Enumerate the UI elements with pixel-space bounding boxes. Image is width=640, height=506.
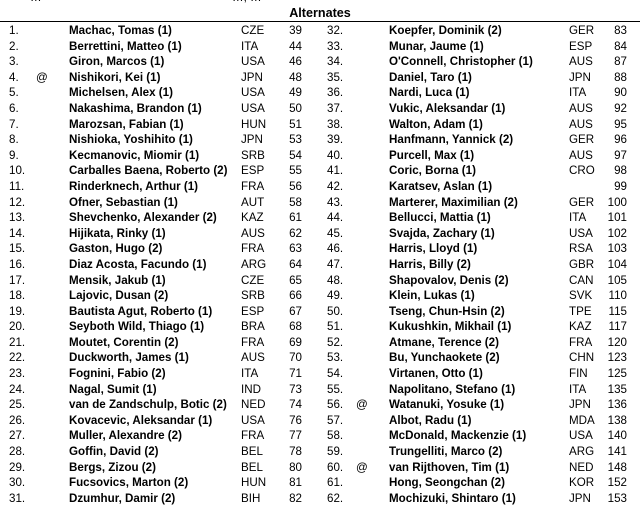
points-left: 48 (289, 70, 302, 84)
player-name-left: Ofner, Sebastian (1) (69, 195, 178, 209)
player-name-left: Seyboth Wild, Thiago (1) (69, 320, 205, 334)
table-row (0, 132, 640, 148)
points-right: 120 (607, 335, 627, 349)
points-left: 61 (289, 211, 302, 225)
nation-left: AUT (241, 195, 265, 209)
player-name-left: Rinderknech, Arthur (1) (69, 179, 199, 193)
points-left: 66 (289, 289, 302, 303)
player-name-right: Virtanen, Otto (1) (389, 367, 483, 381)
table-row (0, 241, 640, 257)
points-left: 54 (289, 148, 302, 162)
player-name-left: Kecmanovic, Miomir (1) (69, 148, 200, 162)
points-right: 140 (607, 429, 627, 443)
player-name-right: Hong, Seongchan (2) (389, 476, 505, 490)
points-right: 115 (608, 304, 627, 318)
player-name-left: Fognini, Fabio (2) (69, 367, 166, 381)
table-row (0, 39, 640, 55)
rank-left: 3. (9, 55, 19, 69)
rank-right: 46. (327, 242, 344, 256)
nation-left: ESP (241, 304, 265, 318)
nation-right: MDA (569, 413, 595, 427)
table-row (0, 148, 640, 164)
player-name-left: Dzumhur, Damir (2) (69, 491, 176, 505)
rank-right: 43. (327, 195, 344, 209)
title-divider (0, 21, 640, 22)
rank-left: 18. (9, 289, 26, 303)
player-name-left: Duckworth, James (1) (69, 351, 189, 365)
points-right: 101 (607, 211, 627, 225)
player-name-right: O'Connell, Christopher (1) (389, 55, 533, 69)
nation-right: JPN (569, 491, 591, 505)
rank-right: 44. (327, 211, 344, 225)
table-row (0, 335, 640, 351)
alternates-list (0, 23, 640, 506)
nation-right: CRO (569, 164, 595, 178)
player-name-right: Klein, Lukas (1) (389, 289, 475, 303)
points-left: 50 (289, 101, 302, 115)
nation-right: TPE (569, 304, 592, 318)
points-left: 53 (289, 133, 302, 147)
nation-left: BEL (241, 460, 263, 474)
points-left: 55 (289, 164, 302, 178)
points-right: 152 (607, 476, 627, 490)
rank-right: 51. (327, 320, 344, 334)
player-name-left: Nishikori, Kei (1) (69, 70, 161, 84)
player-name-right: Coric, Borna (1) (389, 164, 476, 178)
rank-left: 31. (9, 491, 26, 505)
points-left: 76 (289, 413, 302, 427)
points-left: 77 (289, 429, 302, 443)
points-left: 81 (289, 476, 302, 490)
table-row (0, 195, 640, 211)
rank-left: 19. (9, 304, 26, 318)
player-name-left: Carballes Baena, Roberto (2) (69, 164, 228, 178)
table-row (0, 117, 640, 133)
points-right: 136 (607, 398, 627, 412)
rank-right: 56. (327, 398, 344, 412)
rank-left: 24. (9, 382, 26, 396)
points-left: 39 (289, 24, 302, 37)
nation-left: HUN (241, 476, 267, 490)
player-name-right: Mochizuki, Shintaro (1) (389, 491, 516, 505)
table-row (0, 288, 640, 304)
table-row (0, 475, 640, 491)
rank-right: 60. (327, 460, 344, 474)
player-name-right: Karatsev, Aslan (1) (389, 179, 493, 193)
points-right: 135 (607, 382, 627, 396)
player-name-left: Nagal, Sumit (1) (69, 382, 157, 396)
points-right: 117 (608, 320, 627, 334)
nation-left: ARG (241, 257, 267, 271)
nation-left: CZE (241, 24, 265, 37)
rank-right: 50. (327, 304, 344, 318)
nation-left: AUS (241, 226, 265, 240)
rank-left: 23. (9, 367, 26, 381)
player-name-left: Lajovic, Dusan (2) (69, 289, 169, 303)
player-name-right: Bellucci, Mattia (1) (389, 211, 491, 225)
player-name-right: Daniel, Taro (1) (389, 70, 472, 84)
points-right: 87 (614, 55, 627, 69)
points-left: 70 (289, 351, 302, 365)
rank-right: 61. (327, 476, 344, 490)
points-right: 153 (607, 491, 627, 505)
points-left: 80 (289, 460, 302, 474)
nation-left: HUN (241, 117, 267, 131)
rank-right: 47. (327, 257, 344, 271)
table-row (0, 491, 640, 506)
rank-right: 32. (327, 24, 344, 37)
points-right: 97 (614, 148, 627, 162)
rank-right: 48. (327, 273, 344, 287)
points-left: 63 (289, 242, 302, 256)
rank-right: 38. (327, 117, 344, 131)
nation-right: CAN (569, 273, 594, 287)
rank-left: 12. (9, 195, 26, 209)
nation-left: NED (241, 398, 266, 412)
table-row (0, 304, 640, 320)
rank-right: 59. (327, 445, 344, 459)
points-right: 95 (614, 117, 627, 131)
points-left: 74 (289, 398, 302, 412)
table-row (0, 101, 640, 117)
rank-right: 36. (327, 86, 344, 100)
flag-right: @ (356, 460, 368, 474)
rank-right: 37. (327, 101, 344, 115)
player-name-left: Fucsovics, Marton (2) (69, 476, 189, 490)
points-left: 58 (289, 195, 302, 209)
rank-right: 62. (327, 491, 344, 505)
table-row (0, 54, 640, 70)
player-name-left: Bautista Agut, Roberto (1) (69, 304, 213, 318)
player-name-left: Gaston, Hugo (2) (69, 242, 163, 256)
points-left: 46 (289, 55, 302, 69)
nation-left: USA (241, 101, 265, 115)
nation-right: ARG (569, 445, 595, 459)
points-right: 125 (607, 367, 627, 381)
points-left: 56 (289, 179, 302, 193)
cropped-header-fragment (0, 0, 640, 4)
table-row (0, 428, 640, 444)
points-right: 96 (614, 133, 627, 147)
points-left: 68 (289, 320, 302, 334)
nation-left: ESP (241, 164, 265, 178)
table-row (0, 273, 640, 289)
nation-left: SRB (241, 289, 265, 303)
nation-right: JPN (569, 398, 591, 412)
player-name-right: Nardi, Luca (1) (389, 86, 470, 100)
nation-left: CZE (241, 273, 265, 287)
nation-left: FRA (241, 335, 265, 349)
points-right: 138 (607, 413, 627, 427)
nation-right: GER (569, 24, 595, 37)
player-name-right: van Rijthoven, Tim (1) (389, 460, 510, 474)
rank-right: 33. (327, 39, 344, 53)
player-name-left: Marozsan, Fabian (1) (69, 117, 184, 131)
nation-left: JPN (241, 70, 263, 84)
player-name-left: Muller, Alexandre (2) (69, 429, 182, 443)
player-name-right: Koepfer, Dominik (2) (389, 24, 502, 37)
rank-right: 58. (327, 429, 344, 443)
points-left: 67 (289, 304, 302, 318)
points-left: 49 (289, 86, 302, 100)
rank-right: 35. (327, 70, 344, 84)
points-right: 110 (608, 289, 627, 303)
player-name-right: Walton, Adam (1) (389, 117, 483, 131)
table-row (0, 163, 640, 179)
points-right: 102 (607, 226, 627, 240)
rank-left: 9. (9, 148, 19, 162)
rank-left: 8. (9, 133, 19, 147)
player-name-left: Diaz Acosta, Facundo (1) (69, 257, 207, 271)
rank-left: 22. (9, 351, 26, 365)
rank-left: 5. (9, 86, 19, 100)
player-name-left: Kovacevic, Aleksandar (1) (69, 413, 213, 427)
rank-left: 13. (9, 211, 26, 225)
player-name-right: Tseng, Chun-Hsin (2) (389, 304, 505, 318)
rank-right: 53. (327, 351, 344, 365)
player-name-right: Marterer, Maximilian (2) (389, 195, 518, 209)
player-name-right: McDonald, Mackenzie (1) (389, 429, 527, 443)
table-row (0, 70, 640, 86)
points-right: 100 (607, 195, 627, 209)
rank-right: 57. (327, 413, 344, 427)
nation-right: AUS (569, 55, 593, 69)
nation-right: ITA (569, 211, 587, 225)
player-name-right: Svajda, Zachary (1) (389, 226, 495, 240)
player-name-right: Watanuki, Yosuke (1) (389, 398, 505, 412)
nation-right: NED (569, 460, 594, 474)
points-right: 123 (607, 351, 627, 365)
player-name-right: Hanfmann, Yannick (2) (389, 133, 514, 147)
nation-right: CHN (569, 351, 595, 365)
nation-right: USA (569, 226, 593, 240)
table-row (0, 85, 640, 101)
points-right: 148 (607, 460, 627, 474)
nation-right: FRA (569, 335, 593, 349)
nation-left: USA (241, 55, 265, 69)
player-name-left: Moutet, Corentin (2) (69, 335, 179, 349)
rank-right: 55. (327, 382, 344, 396)
player-name-left: Nishioka, Yoshihito (1) (69, 133, 193, 147)
nation-left: KAZ (241, 211, 264, 225)
nation-right: KAZ (569, 320, 592, 334)
rank-right: 39. (327, 133, 344, 147)
nation-left: SRB (241, 148, 265, 162)
player-name-left: van de Zandschulp, Botic (2) (69, 398, 227, 412)
table-row (0, 257, 640, 273)
nation-left: IND (241, 382, 261, 396)
player-name-right: Trungelliti, Marco (2) (389, 445, 503, 459)
rank-right: 45. (327, 226, 344, 240)
table-row (0, 444, 640, 460)
table-row (0, 460, 640, 476)
rank-left: 7. (9, 117, 19, 131)
table-row (0, 179, 640, 195)
nation-right: AUS (569, 148, 593, 162)
table-row (0, 382, 640, 398)
nation-right: ITA (569, 382, 587, 396)
table-row (0, 23, 640, 39)
nation-left: FRA (241, 179, 265, 193)
nation-right: FIN (569, 367, 588, 381)
rank-left: 6. (9, 101, 19, 115)
points-right: 98 (614, 164, 627, 178)
nation-right: JPN (569, 70, 591, 84)
player-name-right: Shapovalov, Denis (2) (389, 273, 509, 287)
points-right: 92 (614, 101, 627, 115)
points-left: 73 (289, 382, 302, 396)
rank-left: 16. (9, 257, 26, 271)
player-name-left: Hijikata, Rinky (1) (69, 226, 166, 240)
rank-right: 52. (327, 335, 344, 349)
nation-left: BEL (241, 445, 263, 459)
player-name-right: Munar, Jaume (1) (389, 39, 484, 53)
nation-right: GER (569, 133, 595, 147)
rank-left: 10. (9, 164, 26, 178)
player-name-left: Nakashima, Brandon (1) (69, 101, 202, 115)
rank-left: 25. (9, 398, 26, 412)
nation-right: ITA (569, 86, 587, 100)
rank-left: 20. (9, 320, 26, 334)
rank-left: 4. (9, 70, 19, 84)
points-right: 83 (614, 24, 627, 37)
nation-right: GBR (569, 257, 595, 271)
rank-left: 26. (9, 413, 26, 427)
player-name-left: Goffin, David (2) (69, 445, 159, 459)
table-row (0, 319, 640, 335)
header-fragment-left (30, 0, 42, 4)
points-right: 104 (607, 257, 627, 271)
points-left: 64 (289, 257, 302, 271)
rank-left: 14. (9, 226, 26, 240)
header-fragment-right (232, 0, 262, 4)
rank-left: 11. (9, 179, 25, 193)
player-name-right: Albot, Radu (1) (389, 413, 472, 427)
points-right: 141 (607, 445, 627, 459)
points-left: 65 (289, 273, 302, 287)
nation-left: ITA (241, 367, 259, 381)
points-right: 90 (614, 86, 627, 100)
points-right: 84 (614, 39, 627, 53)
points-left: 82 (289, 491, 302, 505)
rank-left: 2. (9, 39, 19, 53)
nation-left: BRA (241, 320, 265, 334)
nation-left: USA (241, 413, 265, 427)
rank-left: 29. (9, 460, 26, 474)
player-name-left: Machac, Tomas (1) (69, 24, 172, 37)
nation-left: FRA (241, 242, 265, 256)
table-row (0, 366, 640, 382)
player-name-left: Michelsen, Alex (1) (69, 86, 173, 100)
player-name-left: Giron, Marcos (1) (69, 55, 165, 69)
table-row (0, 226, 640, 242)
player-name-left: Mensik, Jakub (1) (69, 273, 166, 287)
rank-right: 41. (327, 164, 344, 178)
points-right: 103 (607, 242, 627, 256)
nation-left: ITA (241, 39, 259, 53)
table-row (0, 350, 640, 366)
rank-left: 21. (9, 335, 26, 349)
points-left: 78 (289, 445, 302, 459)
rank-right: 49. (327, 289, 344, 303)
nation-left: BIH (241, 491, 261, 505)
player-name-left: Bergs, Zizou (2) (69, 460, 156, 474)
rank-left: 30. (9, 476, 26, 490)
flag-right: @ (356, 398, 368, 412)
points-left: 51 (289, 117, 302, 131)
flag-left: @ (36, 70, 48, 84)
points-right: 88 (614, 70, 627, 84)
nation-right: SVK (569, 289, 593, 303)
nation-right: RSA (569, 242, 593, 256)
player-name-right: Purcell, Max (1) (389, 148, 475, 162)
points-right: 99 (614, 179, 627, 193)
points-left: 62 (289, 226, 302, 240)
points-left: 44 (289, 39, 302, 53)
player-name-left: Shevchenko, Alexander (2) (69, 211, 217, 225)
nation-left: FRA (241, 429, 265, 443)
nation-right: USA (569, 429, 593, 443)
player-name-right: Napolitano, Stefano (1) (389, 382, 516, 396)
rank-left: 1. (9, 24, 19, 37)
nation-right: AUS (569, 117, 593, 131)
player-name-right: Bu, Yunchaokete (2) (389, 351, 500, 365)
nation-right: KOR (569, 476, 595, 490)
player-name-right: Atmane, Terence (2) (389, 335, 499, 349)
rank-left: 17. (9, 273, 26, 287)
nation-left: JPN (241, 133, 263, 147)
section-title: Alternates (289, 6, 351, 20)
nation-right: GER (569, 195, 595, 209)
nation-right: AUS (569, 101, 593, 115)
rank-left: 27. (9, 429, 26, 443)
points-left: 69 (289, 335, 302, 349)
rank-right: 34. (327, 55, 344, 69)
nation-left: AUS (241, 351, 265, 365)
points-right: 105 (607, 273, 627, 287)
player-name-right: Harris, Lloyd (1) (389, 242, 478, 256)
nation-right: ESP (569, 39, 593, 53)
player-name-right: Kukushkin, Mikhail (1) (389, 320, 512, 334)
rank-right: 40. (327, 148, 344, 162)
rank-right: 54. (327, 367, 344, 381)
rank-left: 28. (9, 445, 26, 459)
player-name-right: Vukic, Aleksandar (1) (389, 101, 506, 115)
table-row (0, 397, 640, 413)
rank-left: 15. (9, 242, 26, 256)
player-name-right: Harris, Billy (2) (389, 257, 471, 271)
points-left: 71 (289, 367, 302, 381)
table-row (0, 210, 640, 226)
player-name-left: Berrettini, Matteo (1) (69, 39, 182, 53)
table-row (0, 413, 640, 429)
rank-right: 42. (327, 179, 344, 193)
nation-left: USA (241, 86, 265, 100)
